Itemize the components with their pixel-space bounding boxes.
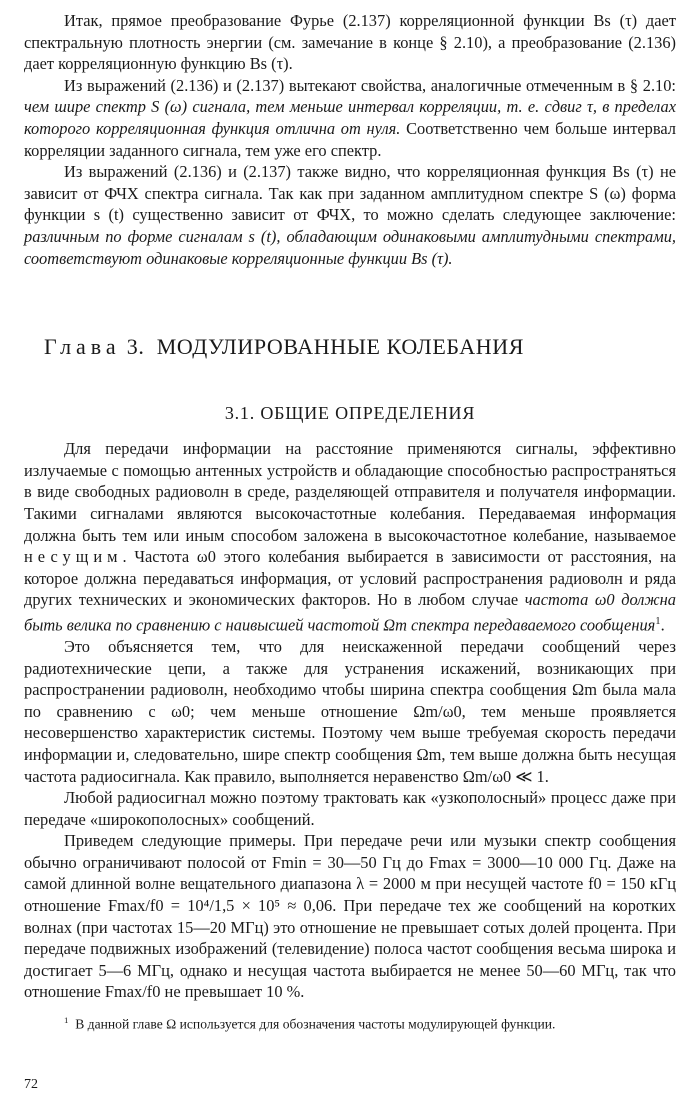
intro-paragraph-3 bbox=[24, 161, 676, 269]
body-paragraph-2: Это объясняется тем, что для неискаженной передачи сообщений через радиотехнические цепи, а также для устранения искажений, возникающих при распространении радиоволн, необходимо чтобы ширина спектра сообщения Ωm была мала по сравнению с ω0; чем меньше отношение Ωm/ω0, тем меньше проявляется несовершенство характеристик системы. Поэтому чем выше требуемая скорость передачи информации и, следовательно, шире спектр сообщения Ωm, тем выше должна быть несущая частота радиосигнала. Как правило, выполняется неравенство Ωm/ω0 ≪ 1. bbox=[24, 636, 676, 786]
body-paragraph-1-start: Для передачи информации на расстояние применяются сигналы, эффективно излучаемые с помощью антенных устройств и обладающие способностью распространяться в виде свободных радиоволн в среде, разделяющей отправителя и получателя информации. Такими сигналами являются высокочастотные колебания. Передаваемая информация должна быть тем или иным способом заложена в высокочастотное колебание, называемое bbox=[24, 439, 676, 545]
chapter-title: МОДУЛИРОВАННЫЕ КОЛЕБАНИЯ bbox=[156, 334, 525, 360]
section-heading: 3.1. ОБЩИЕ ОПРЕДЕЛЕНИЯ bbox=[224, 403, 476, 424]
intro-paragraph-2-italic: чем шире спектр S (ω) сигнала, тем меньше интервал корреляции, т. е. сдвиг τ, в пределах которого корреляционная функция отлична от нуля. bbox=[24, 97, 676, 138]
page-number: 72 bbox=[24, 1077, 38, 1092]
intro-paragraph-3-italic: различным по форме сигналам s (t), обладающим одинаковыми амплитудными спектрами, соответствуют одинаковые корреляционные функции Bs (τ). bbox=[24, 226, 676, 268]
intro-paragraph-2-end: Соответственно чем больше интервал корреляции заданного сигнала, тем уже его спектр. bbox=[24, 118, 676, 160]
body-paragraph-4: Приведем следующие примеры. При передаче речи или музыки спектр сообщения обычно ограничивают полосой от Fmin = 30—50 Гц до Fmax = 3000—10 000 Гц. Даже на самой длинной волне вещательного диапазона λ = 2000 м при несущей частоте f0 = 150 кГц отношение Fmax/f0 = 10⁴/1,5 × 10⁵ ≈ 0,06. При передаче тех же сообщений на коротких волнах (при частотах 15—20 МГц) это отношение не превышает сотых долей процента. При передаче подвижных изображений (телевидение) полоса частот сообщения весьма широка и достигает 5—6 МГц, однако и несущая частота выбирается не менее 50—60 МГц, так что отношение Fmax/f0 не превышает 10 %. bbox=[24, 831, 676, 1002]
intro-paragraph-1: Итак, прямое преобразование Фурье (2.137) корреляционной функции Bs (τ) дает спектральную плотность энергии (см. замечание в конце § 2.10), а преобразование (2.136) дает корреляционную функцию Bs (τ). bbox=[24, 11, 676, 74]
chapter-heading bbox=[24, 333, 676, 361]
chapter-gap bbox=[24, 269, 676, 333]
chapter-number: 3. bbox=[126, 334, 145, 360]
body-paragraph-3: Любой радиосигнал можно поэтому трактовать как «узкополосный» процесс даже при передаче «широкополосных» сообщений. bbox=[24, 788, 676, 829]
body-paragraph-1-spaced: несущим bbox=[24, 547, 123, 567]
body-paragraph-1-end: . bbox=[660, 615, 665, 635]
page bbox=[24, 10, 676, 1047]
footnote-reference: 1 bbox=[655, 615, 661, 627]
intro-paragraph-2-start: Из выражений (2.136) и (2.137) вытекают свойства, аналогичные отмеченным в § 2.10: bbox=[64, 75, 676, 95]
intro-paragraph-3-start: Из выражений (2.136) и (2.137) также видно, что корреляционная функция Bs (τ) не зависит от ФЧХ спектра сигнала. Так как при заданном амплитудном спектре S (ω) форма функции s (t) существенно зависит от ФЧХ, то можно сделать следующее заключение: bbox=[24, 162, 676, 225]
footnote-text: В данной главе Ω используется для обозначения частоты модулирующей функции. bbox=[75, 1016, 556, 1032]
intro-paragraph-2 bbox=[24, 75, 676, 161]
footnote-mark: 1 bbox=[64, 1015, 69, 1026]
footnote bbox=[24, 1011, 676, 1034]
chapter-label: Глава bbox=[44, 334, 121, 360]
body-paragraph-1 bbox=[24, 438, 676, 636]
body-paragraph-1-italic: частота ω0 должна быть велика по сравнению с наивысшей частотой Ωm спектра передаваемого сообщения bbox=[24, 590, 676, 635]
body-paragraph-1-mid: . Частота ω0 этого колебания выбирается в зависимости от расстояния, на которое должна передаваться информация, от условий распространения радиоволн и ряда других технических и экономических факторов. Но в любом случае bbox=[24, 547, 676, 610]
